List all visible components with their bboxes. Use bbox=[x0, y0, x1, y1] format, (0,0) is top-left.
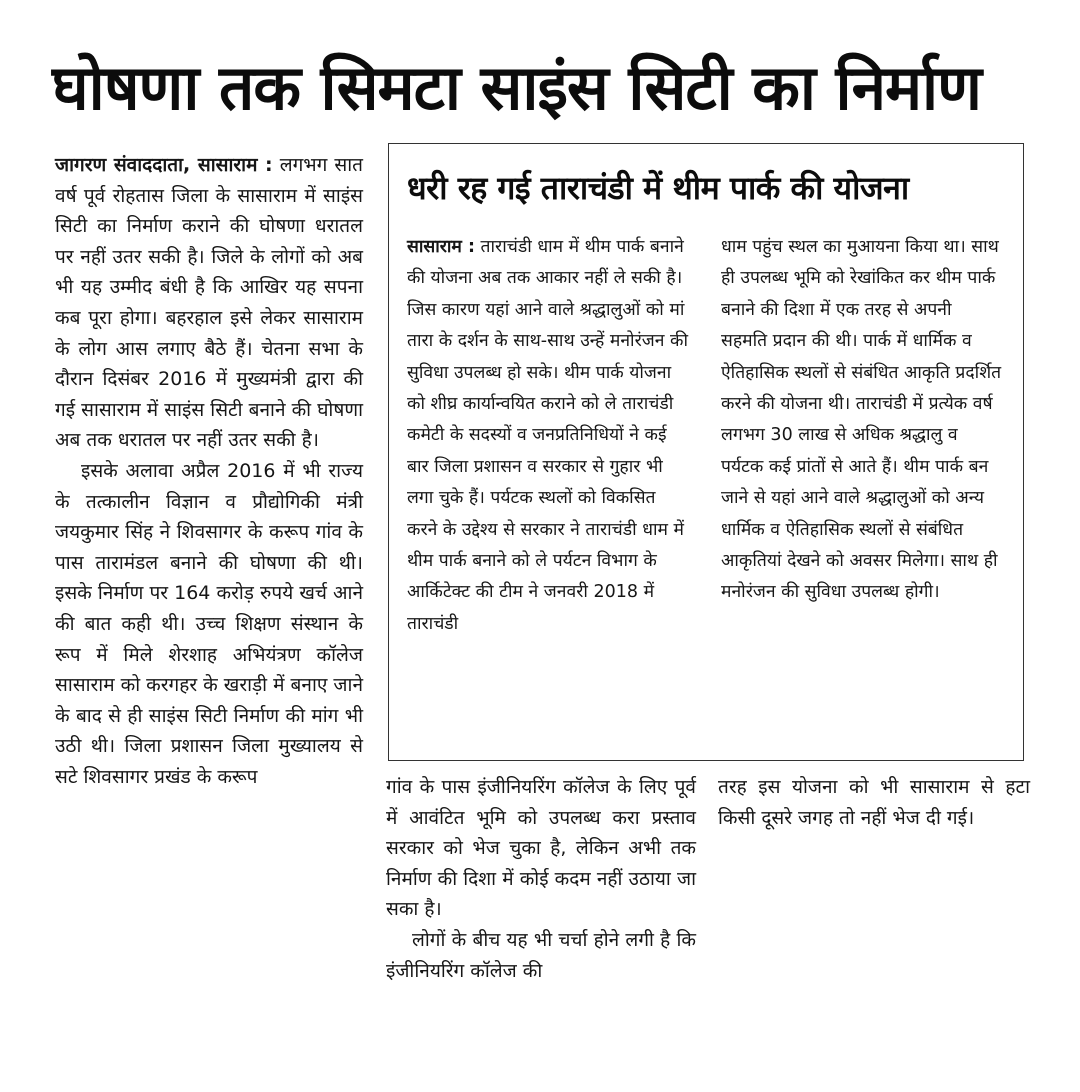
article-column-left bbox=[55, 150, 363, 792]
article-column-right bbox=[718, 772, 1030, 833]
paragraph-5: तरह इस योजना को भी सासाराम से हटा किसी दूसरे जगह तो नहीं भेज दी गई। bbox=[718, 776, 1030, 829]
box-dateline: सासाराम : bbox=[407, 237, 475, 257]
main-headline: घोषणा तक सिमटा साइंस सिटी का निर्माण bbox=[52, 51, 981, 124]
article-column-middle bbox=[386, 772, 696, 986]
box-headline: धरी रह गई ताराचंडी में थीम पार्क की योजना bbox=[407, 169, 909, 207]
box-col1-text: ताराचंडी धाम में थीम पार्क बनाने की योजना अब तक आकार नहीं ले सकी है। जिस कारण यहां आने वाले श्रद्धालुओं को मां तारा के दर्शन के साथ-साथ उन्हें मनोरंजन की सुविधा उपलब्ध हो सके। थीम पार्क योजना को शीघ्र कार्यान्वयित कराने को ले ताराचंडी कमेटी के सदस्यों व जनप्रतिनिधियों ने कई बार जिला प्रशासन व सरकार से गुहार भी लगा चुके हैं। पर्यटक स्थलों को विकसित करने के उद्देश्य से सरकार ने ताराचंडी धाम में थीम पार्क बनाने को ले पर्यटन विभाग के आर्किटेक्ट की टीम ने जनवरी 2018 में ताराचंडी bbox=[407, 237, 688, 634]
paragraph-1 bbox=[55, 150, 363, 456]
paragraph-3: गांव के पास इंजीनियरिंग कॉलेज के लिए पूर्व में आवंटित भूमि को उपलब्ध करा प्रस्ताव सरकार को भेज चुका है, लेकिन अभी तक निर्माण की दिशा में कोई कदम नहीं उठाया जा सका है। bbox=[386, 776, 696, 921]
boxed-sidebar-story bbox=[388, 143, 1024, 761]
box-column-1 bbox=[407, 232, 689, 640]
paragraph-2: इसके अलावा अप्रैल 2016 में भी राज्य के तत्कालीन विज्ञान व प्रौद्योगिकी मंत्री जयकुमार सिंह ने शिवसागर के करूप गांव के पास तारामंडल बनाने की घोषणा की थी। इसके निर्माण पर 164 करोड़ रुपये खर्च आने की बात कही थी। उच्च शिक्षण संस्थान के रूप में मिले शेरशाह अभियंत्रण कॉलेज सासाराम को करगहर के खराड़ी में बनाए जाने के बाद से ही साइंस सिटी निर्माण की मांग भी उठी थी। जिला प्रशासन जिला मुख्यालय से सटे शिवसागर प्रखंड के करूप bbox=[55, 459, 363, 788]
byline: जागरण संवाददाता, सासाराम : bbox=[55, 154, 273, 176]
paragraph-4: लोगों के बीच यह भी चर्चा होने लगी है कि इंजीनियरिंग कॉलेज की bbox=[386, 928, 696, 982]
box-paragraph-1 bbox=[407, 232, 689, 640]
paragraph-1-text: लगभग सात वर्ष पूर्व रोहतास जिला के सासाराम में साइंस सिटी का निर्माण कराने की घोषणा धरातल पर नहीं उतर सकी है। जिले के लोगों को अब भी यह उम्मीद बंधी है कि आखिर यह सपना कब पूरा होगा। बहरहाल इसे लेकर सासाराम के लोग आस लगाए बैठे हैं। चेतना सभा के दौरान दिसंबर 2016 में मुख्यमंत्री द्वारा की गई सासाराम में साइंस सिटी बनाने की घोषणा अब तक धरातल पर नहीं उतर सकी है। bbox=[55, 154, 363, 452]
box-paragraph-2: धाम पहुंच स्थल का मुआयना किया था। साथ ही उपलब्ध भूमि को रेखांकित कर थीम पार्क बनाने की दिशा में एक तरह से अपनी सहमति प्रदान की थी। पार्क में धार्मिक व ऐतिहासिक स्थलों से संबंधित आकृति प्रदर्शित करने की योजना थी। ताराचंडी में प्रत्येक वर्ष लगभग 30 लाख से अधिक श्रद्धालु व पर्यटक कई प्रांतों से आते हैं। थीम पार्क बन जाने से यहां आने वाले श्रद्धालुओं को अन्य धार्मिक व ऐतिहासिक स्थलों से संबंधित आकृतियां देखने को अवसर मिलेगा। साथ ही मनोरंजन की सुविधा उपलब्ध होगी। bbox=[721, 237, 1002, 603]
box-column-2 bbox=[721, 232, 1003, 609]
